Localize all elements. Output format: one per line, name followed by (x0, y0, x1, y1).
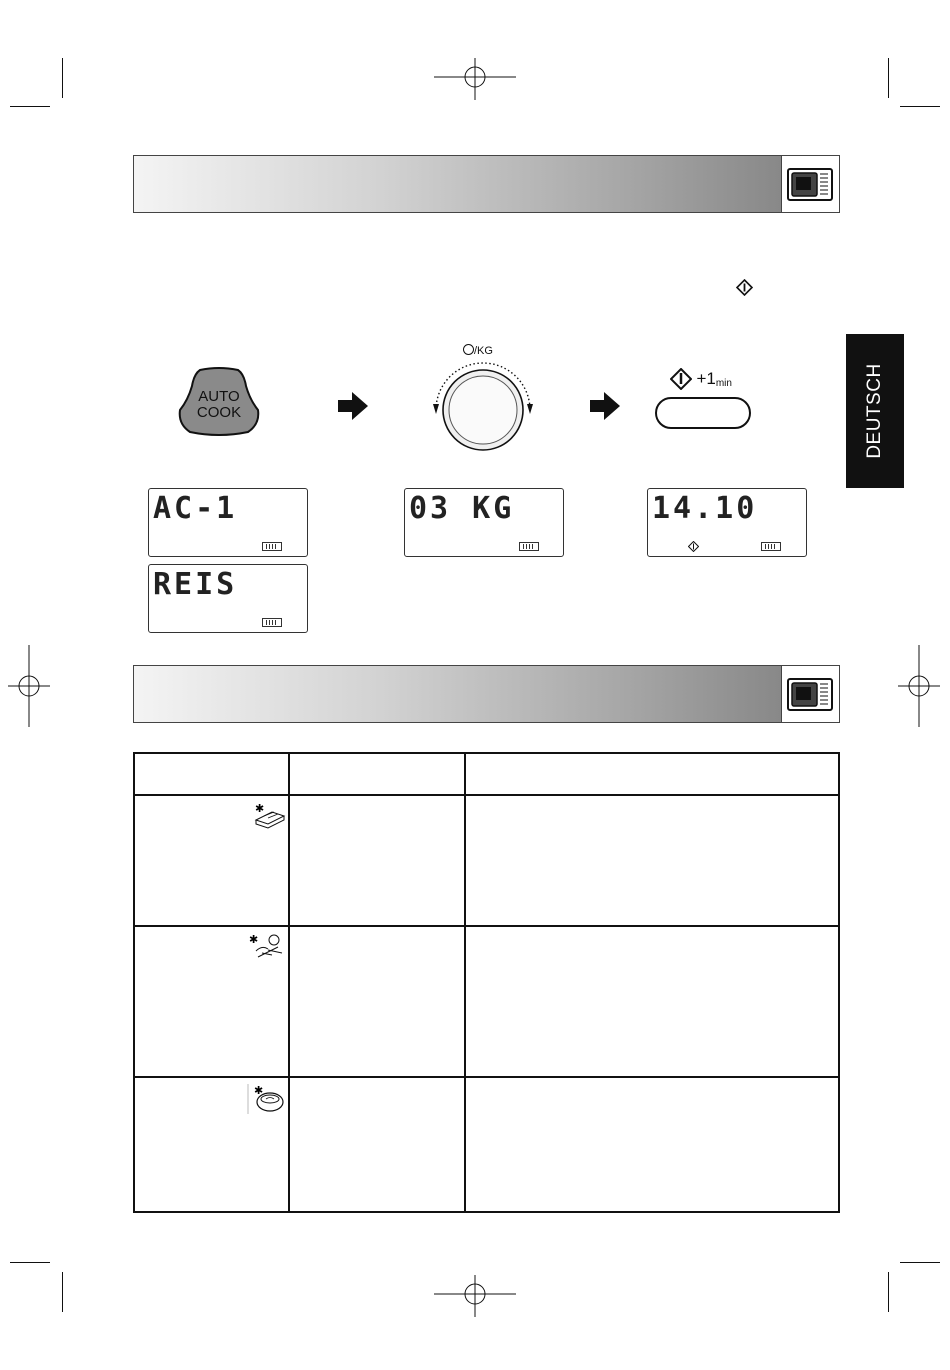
grill-indicator-icon (262, 542, 282, 551)
grill-indicator-icon (761, 542, 781, 551)
table-cell (289, 926, 465, 1077)
table-cell (134, 795, 289, 926)
table-header-cell (465, 753, 839, 795)
table-row (134, 795, 839, 926)
grill-indicator-icon (519, 542, 539, 551)
table-cell (465, 795, 839, 926)
auto-cook-label-line2: COOK (196, 404, 242, 421)
frozen-dish-icon (252, 802, 286, 830)
table-row (134, 926, 839, 1077)
lcd-display-weight (404, 488, 564, 557)
table-header-row (134, 753, 839, 795)
microwave-icon (782, 156, 839, 212)
lcd-display-time (647, 488, 807, 557)
start-symbol-icon (736, 279, 753, 296)
language-tab (846, 334, 904, 488)
auto-cook-table (133, 752, 840, 1213)
microwave-icon-box (781, 666, 839, 722)
start-plus-one-label (670, 368, 732, 390)
registration-mark-left (8, 645, 50, 727)
section-header-banner (133, 155, 840, 213)
start-plus-one-button[interactable] (655, 397, 751, 429)
auto-cook-label-line1: AUTO (198, 388, 240, 405)
lcd-display-ac1 (148, 488, 308, 557)
microwave-icon (782, 666, 839, 722)
lcd-text: REIS (153, 567, 238, 602)
table-cell (465, 926, 839, 1077)
section-header-banner (133, 665, 840, 723)
registration-mark-top (434, 58, 516, 100)
clock-icon (463, 344, 474, 355)
registration-mark-right (898, 645, 940, 727)
table-cell (465, 1077, 839, 1212)
start-label-suffix: min (715, 378, 732, 390)
lcd-text: 03 KG (409, 491, 515, 526)
svg-text:✱: ✱ (249, 933, 259, 946)
svg-text:✱: ✱ (254, 1084, 264, 1097)
weight-time-dial[interactable] (428, 358, 538, 454)
lcd-display-reis (148, 564, 308, 633)
svg-text:✱: ✱ (255, 802, 265, 815)
arrow-right-icon (338, 392, 368, 420)
table-cell (134, 926, 289, 1077)
start-symbol-icon (670, 368, 692, 390)
table-header-cell (134, 753, 289, 795)
arrow-right-icon (590, 392, 620, 420)
table-cell (289, 1077, 465, 1212)
table-cell (289, 795, 465, 926)
grill-indicator-icon (262, 618, 282, 627)
start-label: +1 (696, 369, 716, 388)
language-tab-label: DEUTSCH (864, 363, 885, 459)
start-symbol-icon (688, 541, 699, 552)
registration-mark-bottom (434, 1275, 516, 1317)
dial-label-text: /KG (474, 345, 493, 357)
frozen-vegetables-icon (248, 931, 286, 961)
microwave-icon-box (781, 156, 839, 212)
table-header-cell (289, 753, 465, 795)
auto-cook-button[interactable] (178, 366, 260, 436)
table-row (134, 1077, 839, 1212)
lcd-text: 14.10 (652, 491, 758, 526)
table-cell (134, 1077, 289, 1212)
frozen-soup-bowl-icon (246, 1082, 286, 1114)
lcd-text: AC-1 (153, 491, 238, 526)
weight-time-dial-label (463, 344, 493, 357)
